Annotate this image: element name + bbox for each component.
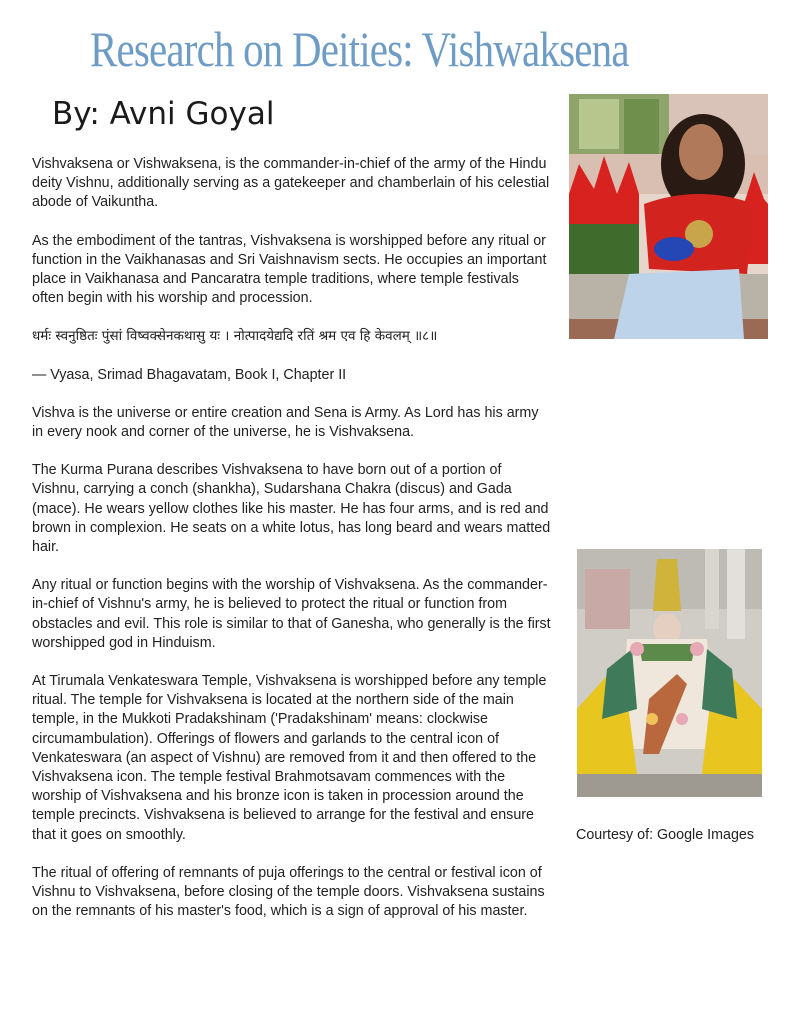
article-body	[32, 155, 552, 941]
author-photo-image	[569, 94, 768, 339]
paragraph-tantras: As the embodiment of the tantras, Vishvaksena is worshipped before any ritual or function in the Vaikhanasas and Sri Vaishnavism sects. He occupies an important place in Vaikhanasa and Pancaratra temple traditions, where temple festivals often begin with his worship and procession.	[32, 232, 547, 307]
paragraph-etymology: Vishva is the universe or entire creation and Sena is Army. As Lord has his army in every nook and corner of the universe, he is Vishvaksena.	[32, 404, 539, 441]
paragraph-ritual: Any ritual or function begins with the worship of Vishvaksena. As the commander-in-chief of Vishnu's army, he is believed to protect the ritual or function from obstacles and evil. This role is similar to that of Ganesha, who generally is the first worshipped god in Hinduism.	[32, 577, 551, 651]
image-caption: Courtesy of: Google Images	[576, 827, 755, 843]
author-photo	[569, 94, 768, 339]
deity-photo-image	[577, 549, 762, 797]
deity-photo	[577, 549, 762, 797]
sanskrit-verse: धर्मः स्वनुष्ठितः पुंसां विष्वक्सेनकथासु यः । नोत्पादयेद्यदि रतिं श्रम एव हि केवलम् ॥८॥	[32, 328, 438, 345]
document-title: Research on Deities: Vishwaksena	[90, 21, 629, 77]
verse-attribution: — Vyasa, Srimad Bhagavatam, Book I, Chapter II	[32, 366, 347, 383]
paragraph-kurma-purana: The Kurma Purana describes Vishvaksena to have born out of a portion of Vishnu, carrying a conch (shankha), Sudarshana Chakra (discus) and Gada (mace). He wears yellow clothes like his master. He has four arms, and is red and brown in complexion. He seats on a white lotus, has long beard and wears matted hair.	[32, 462, 551, 556]
paragraph-tirumala: At Tirumala Venkateswara Temple, Vishvaksena is worshipped before any temple ritual. The temple for Vishvaksena is located at the northern side of the main temple, in the Mukkoti Pradakshinam ('Pradakshinam' means: clockwise circumambulation). Offerings of flowers and garlands to the central icon of Venkateswara (an aspect of Vishnu) are removed from it and then offered to the Vishvaksena icon. The temple festival Brahmotsavam commences with the worship of Vishvaksena and his bronze icon is taken in procession around the temple precincts. Vishvaksena is believed to arrange for the festival and ensure that it goes on smoothly.	[32, 673, 547, 843]
author-byline: By: Avni Goyal	[52, 96, 275, 132]
paragraph-remnants: The ritual of offering of remnants of puja offerings to the central or festival icon of Vishnu to Vishvaksena, before closing of the temple doors. Vishvaksena sustains on the remnants of his master's food, which is a sign of approval of his master.	[32, 864, 545, 920]
paragraph-intro: Vishvaksena or Vishwaksena, is the commander-in-chief of the army of the Hindu deity Vishnu, additionally serving as a gatekeeper and chamberlain of his celestial abode of Vaikuntha.	[32, 156, 550, 211]
